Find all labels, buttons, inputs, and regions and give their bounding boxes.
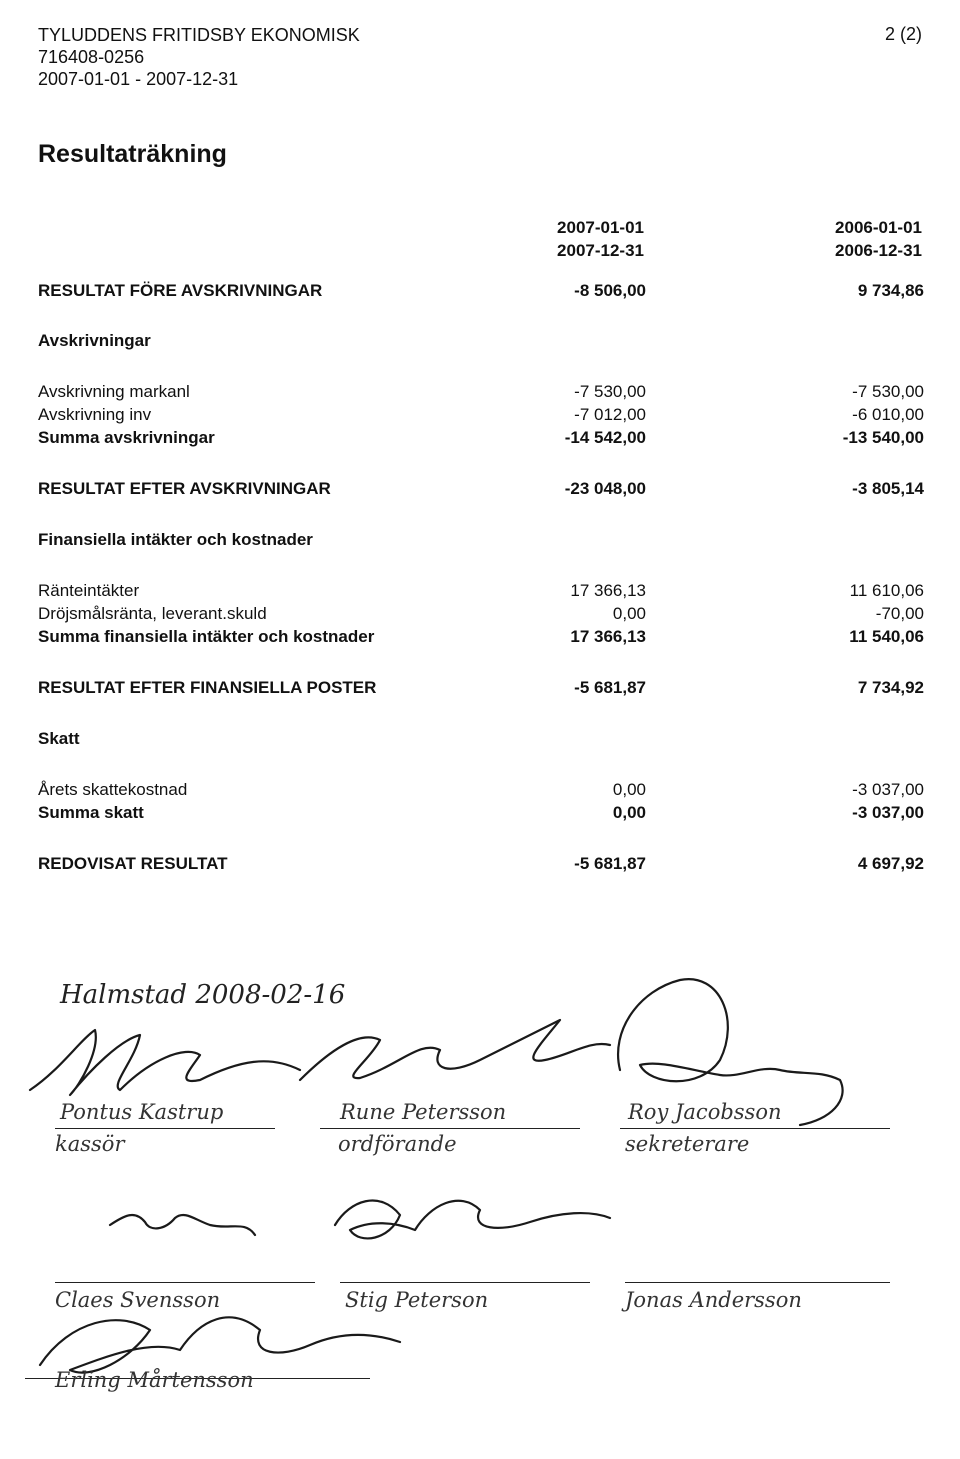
table-row [38,604,924,626]
table-row [38,281,924,303]
row-value-previous: -3 805,14 [852,479,924,498]
signer-name-5: Stig Peterson [345,1288,489,1312]
section-heading [38,331,924,353]
signature-line-1 [55,1128,275,1129]
row-value-previous: -3 037,00 [852,780,924,799]
row-value-previous: -70,00 [875,604,924,623]
row-value-current: -7 530,00 [574,382,646,401]
signer-role-1: kassör [55,1132,125,1156]
place-date: Halmstad 2008-02-16 [60,980,346,1010]
row-value-current: 0,00 [612,780,646,799]
row-label: Årets skattekostnad [38,780,188,799]
table-row [38,803,924,825]
row-value-previous: -6 010,00 [852,405,924,424]
row-value-current: -7 012,00 [574,405,646,424]
table-row [38,678,924,700]
table-row [38,627,924,649]
previous-to: 2006-12-31 [835,241,922,260]
signer-name-3: Roy Jacobsson [628,1100,782,1124]
row-label: Summa skatt [38,803,144,822]
company-name: TYLUDDENS FRITIDSBY EKONOMISK [38,25,360,45]
table-row [38,382,924,404]
row-label: Ränteintäkter [38,581,140,600]
signature-stroke-stig [335,1201,610,1239]
org-number: 716408-0256 [38,47,145,67]
column-header-current [557,216,644,262]
row-value-current: 17 366,13 [570,581,646,600]
row-label: Avskrivningar [38,331,151,350]
row-value-current: 17 366,13 [570,627,646,646]
signature-block [0,960,960,1440]
row-value-previous: -3 037,00 [852,803,924,822]
signer-name-4: Claes Svensson [55,1288,221,1312]
row-value-previous: 11 610,06 [849,581,924,600]
signature-line-4 [55,1282,315,1283]
row-label: RESULTAT EFTER FINANSIELLA POSTER [38,678,377,697]
column-header-previous [835,216,922,262]
row-label: RESULTAT FÖRE AVSKRIVNINGAR [38,281,323,300]
row-value-current: -5 681,87 [574,854,646,873]
row-label: Summa avskrivningar [38,428,215,447]
row-value-previous: 9 734,86 [857,281,924,300]
row-value-previous: 7 734,92 [857,678,924,697]
row-value-current: 0,00 [612,604,646,623]
row-value-previous: 4 697,92 [857,854,924,873]
signer-name-7: Erling Mårtensson [55,1368,254,1392]
signature-line-2 [320,1128,580,1129]
signer-name-2: Rune Petersson [340,1100,507,1124]
row-label: REDOVISAT RESULTAT [38,854,228,873]
fiscal-period: 2007-01-01 - 2007-12-31 [38,69,239,89]
signature-line-6 [625,1282,890,1283]
row-label: Avskrivning markanl [38,382,190,401]
row-value-previous: 11 540,06 [849,627,924,646]
signature-line-3 [620,1128,890,1129]
row-value-current: -14 542,00 [564,428,646,447]
table-row [38,780,924,802]
section-heading [38,729,924,751]
page-title: Resultaträkning [38,140,227,168]
row-label: RESULTAT EFTER AVSKRIVNINGAR [38,479,331,498]
current-from: 2007-01-01 [557,218,644,237]
row-label: Summa finansiella intäkter och kostnader [38,627,375,646]
section-heading [38,530,924,552]
signature-stroke-pontus [30,1030,300,1095]
row-value-previous: -7 530,00 [852,382,924,401]
table-row [38,581,924,603]
row-label: Dröjsmålsränta, leverant.skuld [38,604,267,623]
row-value-current: -23 048,00 [564,479,646,498]
row-value-previous: -13 540,00 [842,428,924,447]
table-row [38,428,924,450]
row-value-current: 0,00 [612,803,646,822]
table-row [38,479,924,501]
row-value-current: -8 506,00 [574,281,646,300]
table-row [38,405,924,427]
signature-stroke-erling [40,1317,400,1372]
row-label: Finansiella intäkter och kostnader [38,530,313,549]
signature-stroke-claes [110,1215,255,1235]
table-row [38,854,924,876]
current-to: 2007-12-31 [557,241,644,260]
signature-line-5 [340,1282,590,1283]
signer-role-2: ordförande [338,1132,457,1156]
signer-name-1: Pontus Kastrup [60,1100,224,1124]
signer-name-6: Jonas Andersson [625,1288,802,1312]
previous-from: 2006-01-01 [835,218,922,237]
row-label: Skatt [38,729,80,748]
page-number: 2 (2) [884,24,922,44]
signer-role-3: sekreterare [625,1132,750,1156]
signature-stroke-rune [300,1020,610,1080]
row-value-current: -5 681,87 [574,678,646,697]
row-label: Avskrivning inv [38,405,152,424]
